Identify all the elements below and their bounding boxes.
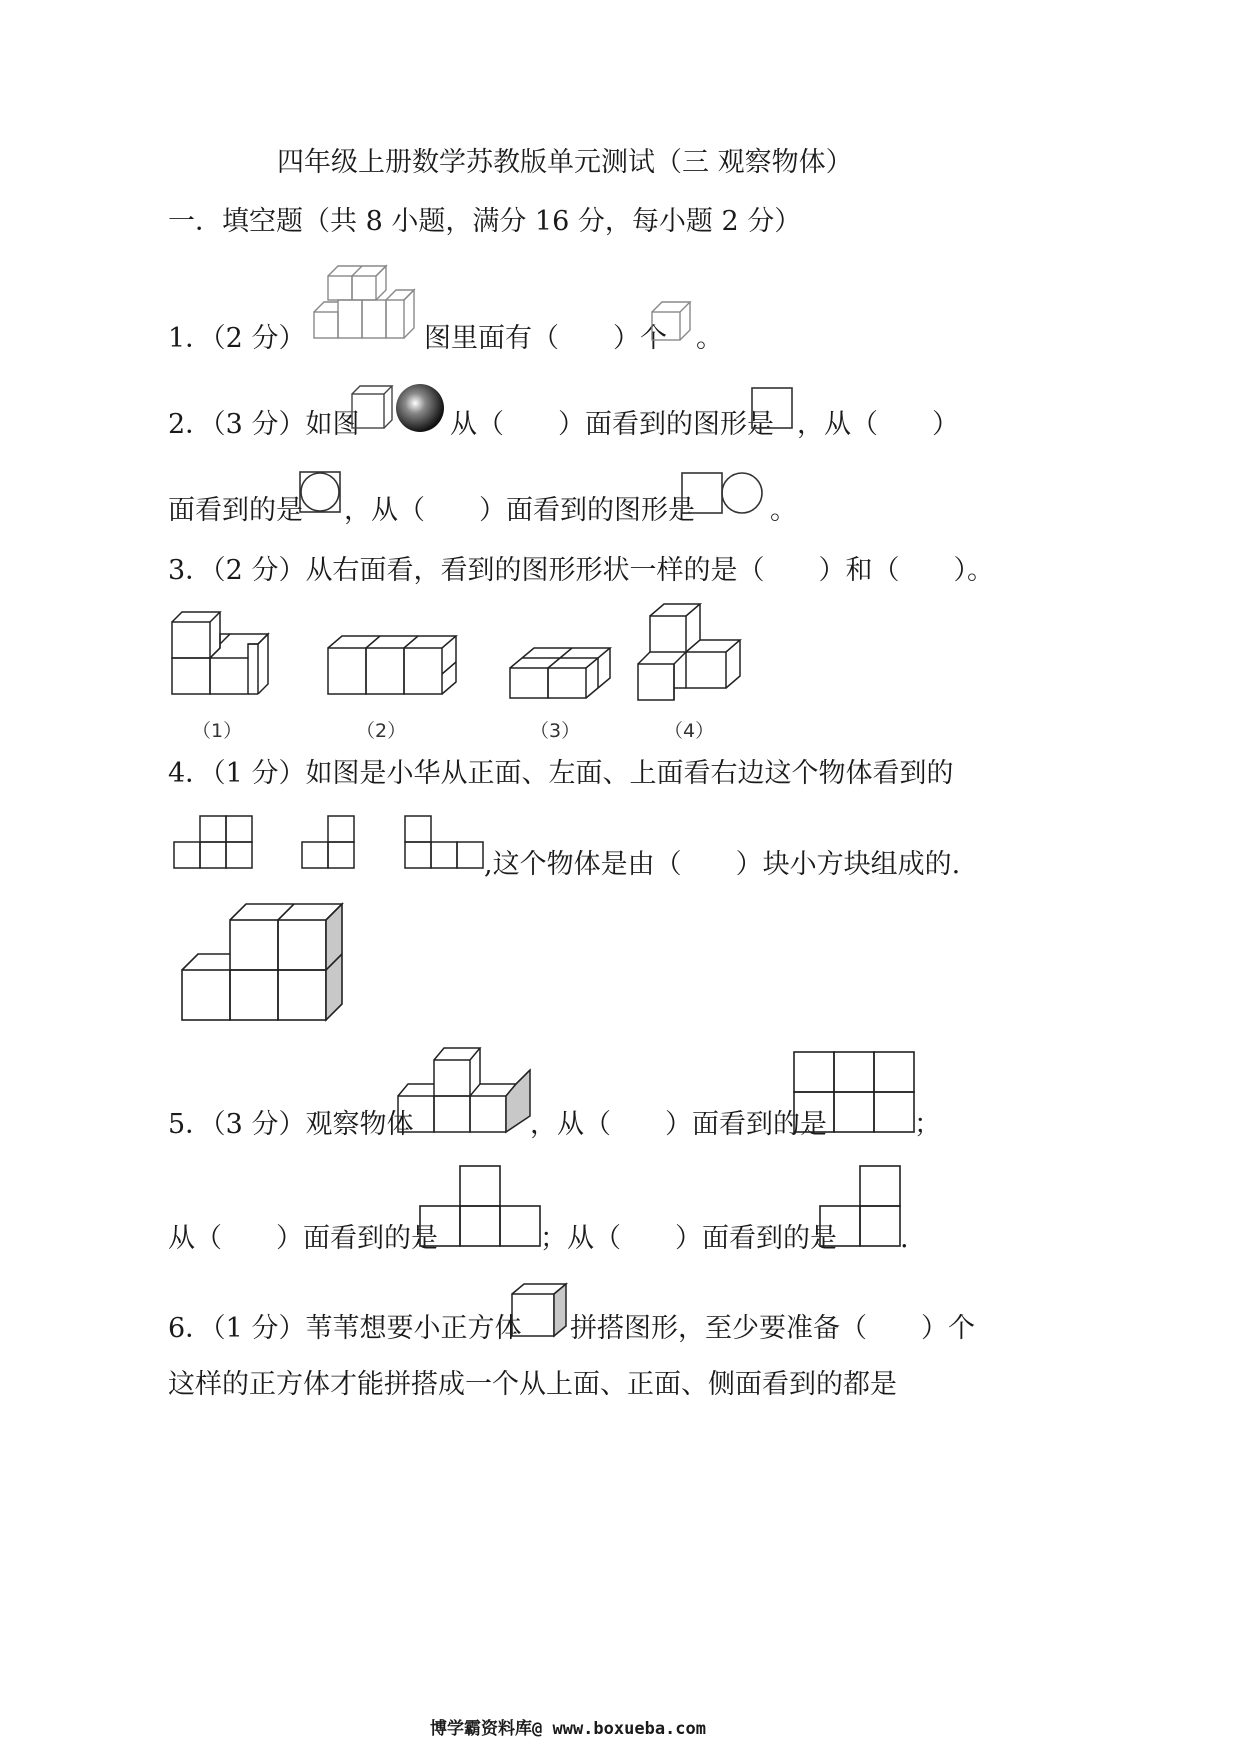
- q2-part1: 从（ ）面看到的图形是: [450, 409, 774, 440]
- q3-figure-3: [508, 646, 626, 700]
- q5-object-figure: [396, 1046, 532, 1136]
- q1-end: 。: [696, 323, 723, 354]
- q6-prefix: 6．（1 分）苇苇想要小正方体: [168, 1313, 522, 1344]
- q3-text: 3．（2 分）从右面看，看到的图形形状一样的是（ ）和（ ）。: [168, 555, 994, 586]
- q2-line2-b: ，从（ ）面看到的图形是: [344, 495, 695, 526]
- q2-circle-in-square-view: [298, 470, 344, 516]
- q5-part1-end: ；: [914, 1109, 941, 1140]
- q1-small-cube-icon: [650, 300, 692, 342]
- q2-square-view: [750, 386, 794, 430]
- q5-front-view: [418, 1164, 542, 1248]
- q2-cube-and-sphere-figure: [350, 384, 448, 432]
- q4-line2: ,这个物体是由（ ）块小方块组成的.: [484, 849, 961, 880]
- q2-prefix: 2．（3 分）如图: [168, 409, 360, 440]
- q2-square-and-circle-view: [680, 470, 764, 516]
- section-heading: 一．填空题（共 8 小题，满分 16 分，每小题 2 分）: [168, 206, 802, 237]
- q4-line1: 4．（1 分）如图是小华从正面、左面、上面看右边这个物体看到的: [168, 758, 954, 789]
- q1-text: 图里面有（ ）个: [424, 323, 667, 354]
- q5-top-view-grid: [792, 1050, 916, 1134]
- q6-cube-icon: [510, 1282, 570, 1338]
- q3-figure-1: [170, 610, 276, 696]
- q3-label-4: （4）: [664, 720, 715, 742]
- q1-stacked-cubes-figure: [312, 262, 416, 344]
- q3-figure-4: [636, 602, 742, 702]
- q5-part1: ，从（ ）面看到的是: [530, 1109, 827, 1140]
- q1-prefix: 1．（2 分）: [168, 323, 306, 354]
- q4-front-view: [172, 814, 254, 870]
- q5-line2-a: 从（ ）面看到的是: [168, 1223, 438, 1254]
- q3-label-2: （2）: [356, 720, 407, 742]
- q2-line2-a: 面看到的是: [168, 495, 303, 526]
- footer-watermark: 博学霸资料库@ www.boxueba.com: [430, 1719, 706, 1739]
- q5-line2-end: .: [900, 1223, 909, 1254]
- q3-figure-2: [326, 634, 470, 696]
- q5-side-view: [818, 1164, 902, 1248]
- q5-line2-b: ；从（ ）面看到的是: [540, 1223, 837, 1254]
- page-title: 四年级上册数学苏教版单元测试（三 观察物体）: [277, 147, 853, 178]
- q3-label-1: （1）: [192, 720, 243, 742]
- q2-part2: ，从（ ）: [797, 409, 959, 440]
- q6-line2: 这样的正方体才能拼搭成一个从上面、正面、侧面看到的都是: [168, 1369, 897, 1400]
- q4-top-view: [403, 814, 485, 870]
- q4-object-figure: [180, 900, 348, 1024]
- q4-left-view: [300, 814, 356, 870]
- q5-prefix: 5．（3 分）观察物体: [168, 1109, 414, 1140]
- q2-end: 。: [770, 495, 797, 526]
- q6-part1: 拼搭图形，至少要准备（ ）个: [570, 1313, 975, 1344]
- q3-label-3: （3）: [530, 720, 581, 742]
